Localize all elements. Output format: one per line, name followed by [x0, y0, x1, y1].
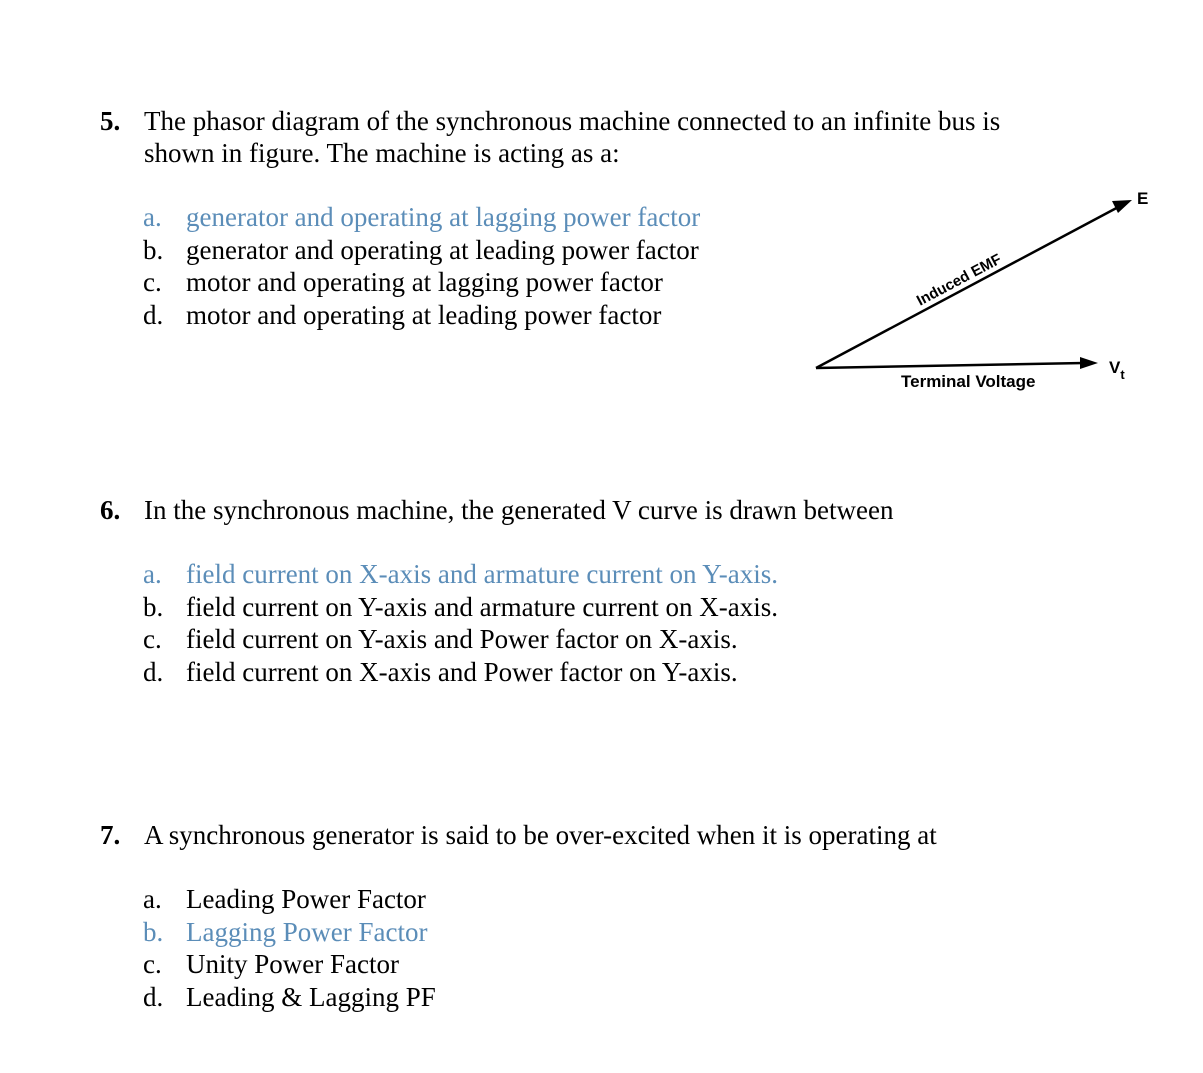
question-number: 7.: [100, 820, 121, 850]
question-6-stem: [100, 494, 1100, 526]
option-letter: d.: [143, 981, 164, 1012]
question-6: [100, 494, 1100, 688]
options-list: [143, 883, 1100, 1013]
question-7-stem: [100, 819, 1100, 851]
option-text: Unity Power Factor: [186, 949, 399, 979]
emf-tip-label: E: [1137, 189, 1149, 208]
option-letter: c.: [143, 949, 162, 979]
question-5-stem: [100, 105, 1100, 169]
option-letter: d.: [143, 656, 164, 687]
question-7: [100, 819, 1100, 1013]
option-text: field current on Y-axis and Power factor on X-axis.: [186, 624, 738, 654]
option-a[interactable]: [143, 558, 1100, 591]
options-list: [143, 558, 1100, 688]
question-text: A synchronous generator is said to be over-excited when it is operating at: [144, 820, 937, 850]
phasor-diagram: [780, 180, 1180, 410]
option-letter: c.: [143, 624, 162, 654]
terminal-voltage-arrowhead: [1080, 357, 1098, 369]
option-d[interactable]: [143, 656, 1100, 689]
option-text: motor and operating at leading power factor: [186, 299, 662, 330]
option-text: generator and operating at lagging power factor: [186, 202, 701, 232]
option-text: motor and operating at lagging power factor: [186, 267, 663, 297]
option-b[interactable]: [143, 591, 1100, 624]
option-text: field current on X-axis and Power factor on Y-axis.: [186, 656, 738, 687]
option-letter: a.: [143, 559, 162, 589]
option-letter: b.: [143, 234, 164, 265]
option-text: Lagging Power Factor: [186, 916, 428, 947]
terminal-voltage-label: Terminal Voltage: [901, 372, 1036, 391]
vt-main: V: [1109, 358, 1121, 377]
option-c[interactable]: [143, 948, 1100, 981]
option-text: Leading & Lagging PF: [186, 981, 436, 1012]
option-text: field current on Y-axis and armature current on X-axis.: [186, 591, 779, 622]
vt-subscript: t: [1120, 367, 1125, 382]
option-text: field current on X-axis and armature current on Y-axis.: [186, 559, 779, 589]
option-letter: c.: [143, 267, 162, 297]
option-letter: d.: [143, 299, 164, 330]
question-text: The phasor diagram of the synchronous machine connected to an infinite bus is shown in figure. The machine is acting as a:: [144, 106, 1001, 168]
option-text: generator and operating at leading power factor: [186, 234, 699, 265]
option-text: Leading Power Factor: [186, 884, 426, 914]
option-letter: b.: [143, 916, 164, 947]
question-text: In the synchronous machine, the generated V curve is drawn between: [144, 495, 894, 525]
question-number: 5.: [100, 106, 121, 136]
option-letter: b.: [143, 591, 164, 622]
option-a[interactable]: [143, 883, 1100, 916]
emf-vector: [816, 204, 1124, 368]
option-letter: a.: [143, 202, 162, 232]
vt-label: [1109, 358, 1125, 382]
question-number: 6.: [100, 495, 121, 525]
option-d[interactable]: [143, 981, 1100, 1014]
option-letter: a.: [143, 884, 162, 914]
induced-emf-label: Induced EMF: [913, 250, 1005, 310]
option-b[interactable]: [143, 916, 1100, 949]
emf-arrowhead: [1112, 200, 1132, 213]
terminal-voltage-vector: [816, 363, 1084, 368]
option-c[interactable]: [143, 623, 1100, 656]
